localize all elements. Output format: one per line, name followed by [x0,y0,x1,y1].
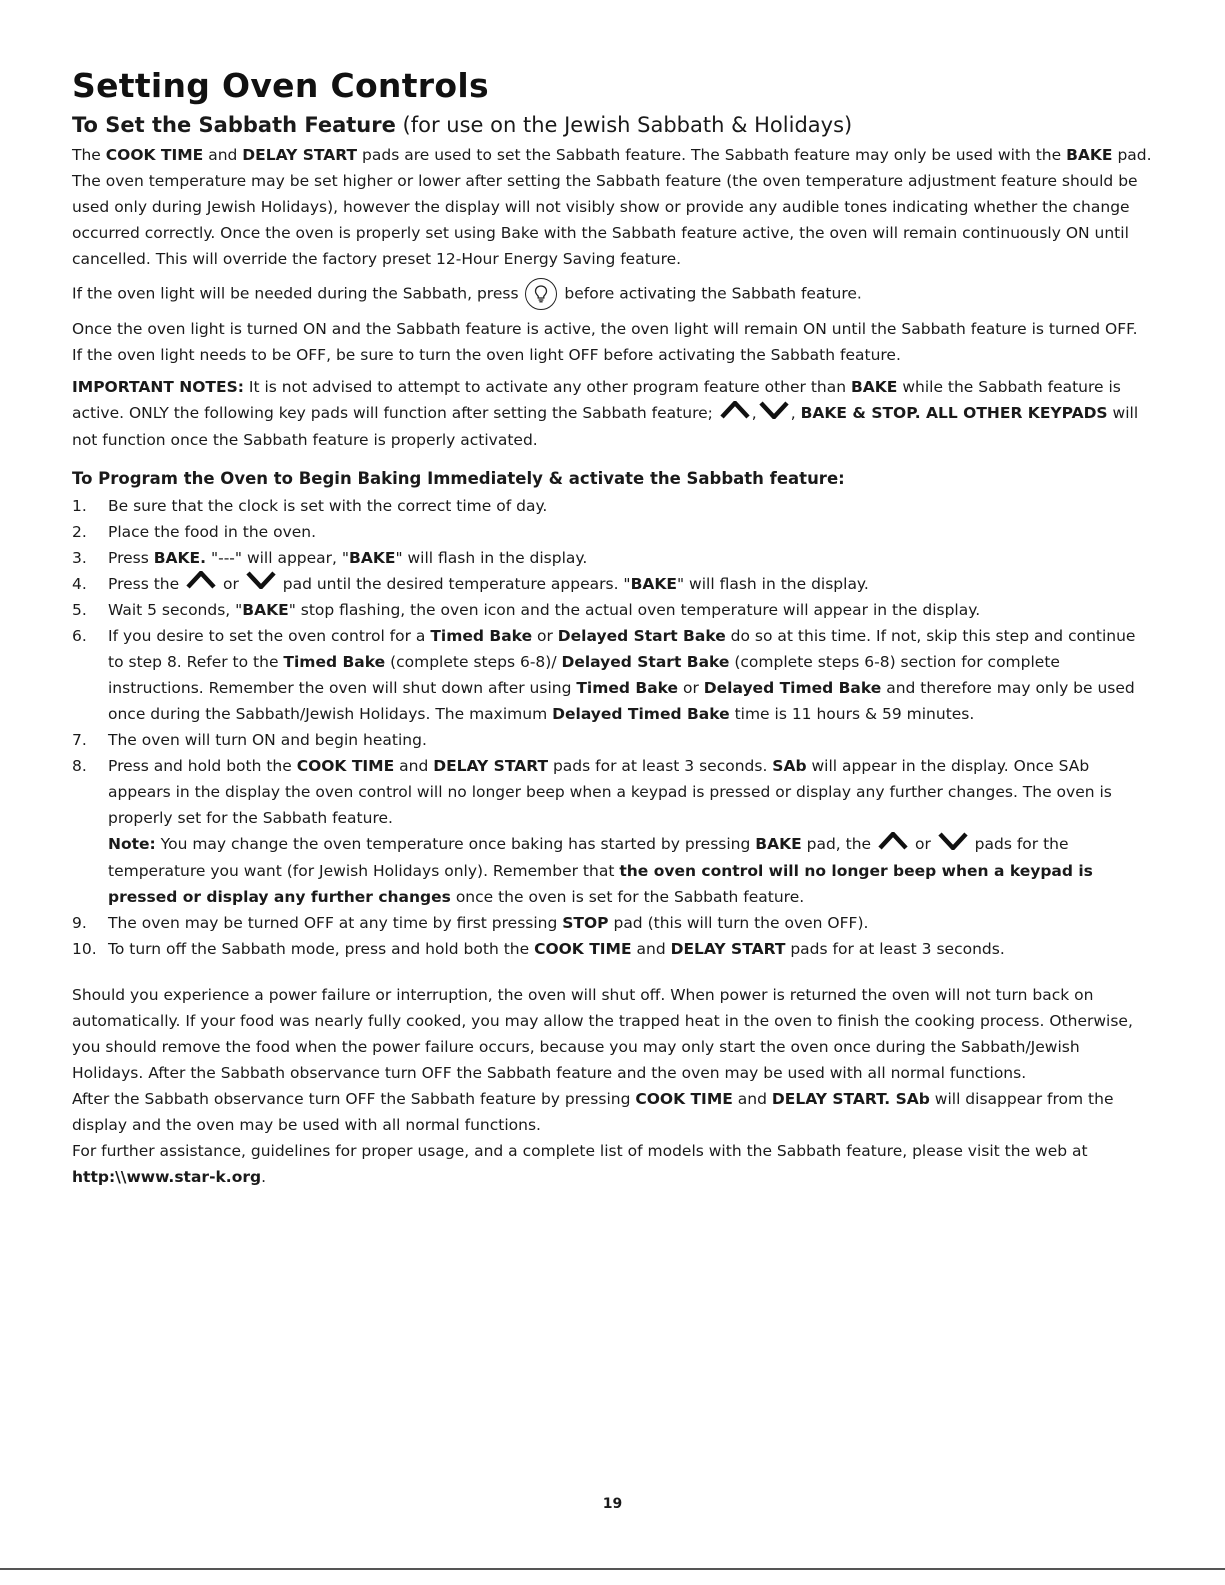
text: and [394,757,434,775]
bake-term: BAKE [850,378,898,396]
bake-term: BAKE [1066,146,1113,164]
delayed-start-bake-term: Delayed Start Bake [561,653,730,671]
text: pads for at least 3 seconds. [785,939,1005,958]
down-arrow-icon [246,571,276,597]
text: If you desire to set the oven control for a [108,627,431,645]
down-arrow-icon [759,401,789,427]
note-label: Note: [108,835,156,853]
up-arrow-icon [878,832,908,858]
page-number: 19 [602,1496,623,1512]
steps-list [72,493,1152,962]
cook-time-term: COOK TIME [105,146,204,164]
light-on-paragraph: Once the oven light is turned ON and the Sabbath feature is active, the oven light will remain ON until the Sabbath feature is turned OFF. If the oven light needs to be OFF, be sure to turn the oven light OFF before activating the Sabbath feature. [72,320,1138,364]
text: You may change the oven temperature once baking has started by pressing [155,835,756,853]
intro-paragraph [72,142,1152,272]
text: Wait 5 seconds, " [108,601,243,619]
text: Press the [108,574,185,593]
text: time is 11 hours & 59 minutes. [729,705,975,723]
keypads-term: BAKE & STOP. ALL OTHER KEYPADS [800,404,1108,422]
page-edge-divider [0,1568,1225,1570]
delay-start-term: DELAY START. SAb [771,1089,930,1108]
text: " will flash in the display. [676,574,869,593]
after-sabbath-paragraph [72,1086,1152,1138]
manual-page [72,62,1152,1190]
text: before activating the Sabbath feature. [559,284,862,303]
subtitle-bold: To Set the Sabbath Feature [72,113,396,137]
text: and [732,1089,772,1108]
text: For further assistance, guidelines for proper usage, and a complete list of models with the Sabbath feature, please visit the web at [72,1141,1088,1160]
list-item [72,936,1152,962]
delayed-start-bake-term: Delayed Start Bake [557,627,726,645]
text: pads are used to set the Sabbath feature. The Sabbath feature may only be used with the [357,146,1067,164]
text: After the Sabbath observance turn OFF the Sabbath feature by pressing [72,1089,636,1108]
text: or [678,679,704,697]
text: Press [108,548,154,567]
bake-term: BAKE [630,574,677,593]
text: The [72,146,106,164]
step-text: The oven will turn ON and begin heating. [108,731,427,749]
delay-start-term: DELAY START [242,146,358,164]
cook-time-term: COOK TIME [534,939,632,958]
text: (complete steps 6-8) section for complete instructions. Remember the oven will shut down after using [108,653,1060,697]
step-number: 1. [72,496,87,515]
text: " stop flashing, the oven icon and the actual oven temperature will appear in the display. [288,601,981,619]
page-title: Setting Oven Controls [72,66,489,105]
timed-bake-term: Timed Bake [430,627,533,645]
list-item [72,493,1152,519]
text: will appear in the display. Once SAb appears in the display the oven control will no longer beep when a keypad is pressed or display any further changes. The oven is properly set for the Sabbath feature. [108,757,1112,827]
website-link[interactable]: http:\\www.star-k.org [72,1167,262,1186]
text: pad. The oven temperature may be set higher or lower after setting the Sabbath feature (the oven temperature adjustment feature should be used only during Jewish Holidays), however the display will not visibly show or provide any audible tones indicating whether the change occurred correctly. Once the oven is properly set using Bake with the Sabbath feature active, the oven will remain continuously ON until cancelled. This will override the factory preset 12-Hour Energy Saving feature. [72,146,1152,268]
delay-start-term: DELAY START [670,939,786,958]
step-number: 2. [72,522,87,541]
text: "---" will appear, " [206,548,350,567]
list-item [72,910,1152,936]
text: (complete steps 6-8)/ [385,653,562,671]
text: while the Sabbath feature is active. ONLY the following key pads will function after setting the Sabbath feature; [72,378,1121,422]
text: or [532,627,558,645]
cook-time-term: COOK TIME [296,757,395,775]
text: . [261,1167,267,1186]
step-number: 9. [72,913,87,932]
text: pad (this will turn the oven OFF). [608,913,869,932]
step-number: 3. [72,548,87,567]
step-text: Be sure that the clock is set with the correct time of day. [108,496,548,515]
up-arrow-icon [186,571,216,597]
timed-bake-term: Timed Bake [576,679,679,697]
program-heading: To Program the Oven to Begin Baking Immediately & activate the Sabbath feature: [72,468,845,488]
step-text: Place the food in the oven. [108,522,317,541]
text: once the oven is set for the Sabbath feature. [450,887,805,906]
text: or [910,835,936,853]
list-item [72,623,1152,727]
light-paragraph [72,278,1152,310]
text: Press and hold both the [108,757,297,775]
list-item [72,571,1152,598]
text: will disappear from the display and the oven may be used with all normal functions. [72,1089,1114,1134]
up-arrow-icon [720,401,750,427]
delayed-timed-bake-term: Delayed Timed Bake [703,679,882,697]
text: and [203,146,243,164]
text: If the oven light will be needed during the Sabbath, press [72,284,524,303]
text: and therefore may only be used once during the Sabbath/Jewish Holidays. The maximum [108,679,1135,723]
emphasis: the oven control will no longer beep when a keypad is pressed or display any further changes [108,861,1093,906]
text: will not function once the Sabbath feature is properly activated. [72,404,1139,449]
text: or [218,574,244,593]
text: To turn off the Sabbath mode, press and hold both the [108,939,535,958]
down-arrow-icon [938,832,968,858]
text: pads for at least 3 seconds. [548,757,773,775]
notes-label: IMPORTANT NOTES: [72,378,244,396]
text: pad until the desired temperature appears. " [277,574,631,593]
text: , [751,404,757,422]
list-item [72,519,1152,545]
text: pads for the temperature you want (for Jewish Holidays only). Remember that [108,835,1069,880]
assistance-paragraph [72,1138,1152,1190]
step-number: 8. [72,757,87,775]
text: " will flash in the display. [395,548,588,567]
timed-bake-term: Timed Bake [283,653,386,671]
stop-term: STOP [562,913,609,932]
sab-term: SAb [772,757,807,775]
bake-term: BAKE [755,835,802,853]
text: and [631,939,671,958]
step-number: 6. [72,627,87,645]
bake-term: BAKE [349,548,396,567]
bake-term: BAKE. [153,548,207,567]
light-bulb-icon [525,278,557,310]
bake-term: BAKE [242,601,289,619]
delay-start-term: DELAY START [433,757,549,775]
step-number: 4. [72,574,87,593]
step-number: 5. [72,601,87,619]
list-item [72,753,1152,910]
delayed-timed-bake-term: Delayed Timed Bake [552,705,730,723]
text: pad, the [801,835,877,853]
step-number: 10. [72,939,97,958]
important-notes [72,374,1152,453]
list-item [72,727,1152,753]
list-item [72,597,1152,623]
subtitle-normal: (for use on the Jewish Sabbath & Holidays) [395,113,853,137]
cook-time-term: COOK TIME [635,1089,733,1108]
section-subtitle [72,110,1152,140]
list-item [72,545,1152,571]
step-number: 7. [72,731,87,749]
text: do so at this time. If not, skip this step and continue to step 8. Refer to the [108,627,1136,671]
text: , [790,404,801,422]
text: The oven may be turned OFF at any time by first pressing [108,913,563,932]
text: It is not advised to attempt to activate any other program feature other than [243,378,851,396]
power-failure-paragraph: Should you experience a power failure or interruption, the oven will shut off. When power is returned the oven will not turn back on automatically. If your food was nearly fully cooked, you may allow the trapped heat in the oven to finish the cooking process. Otherwise, you should remove the food when the power failure occurs, because you may only start the oven once during the Sabbath/Jewish Holidays. After the Sabbath observance turn OFF the Sabbath feature and the oven may be used with all normal functions. [72,985,1133,1082]
